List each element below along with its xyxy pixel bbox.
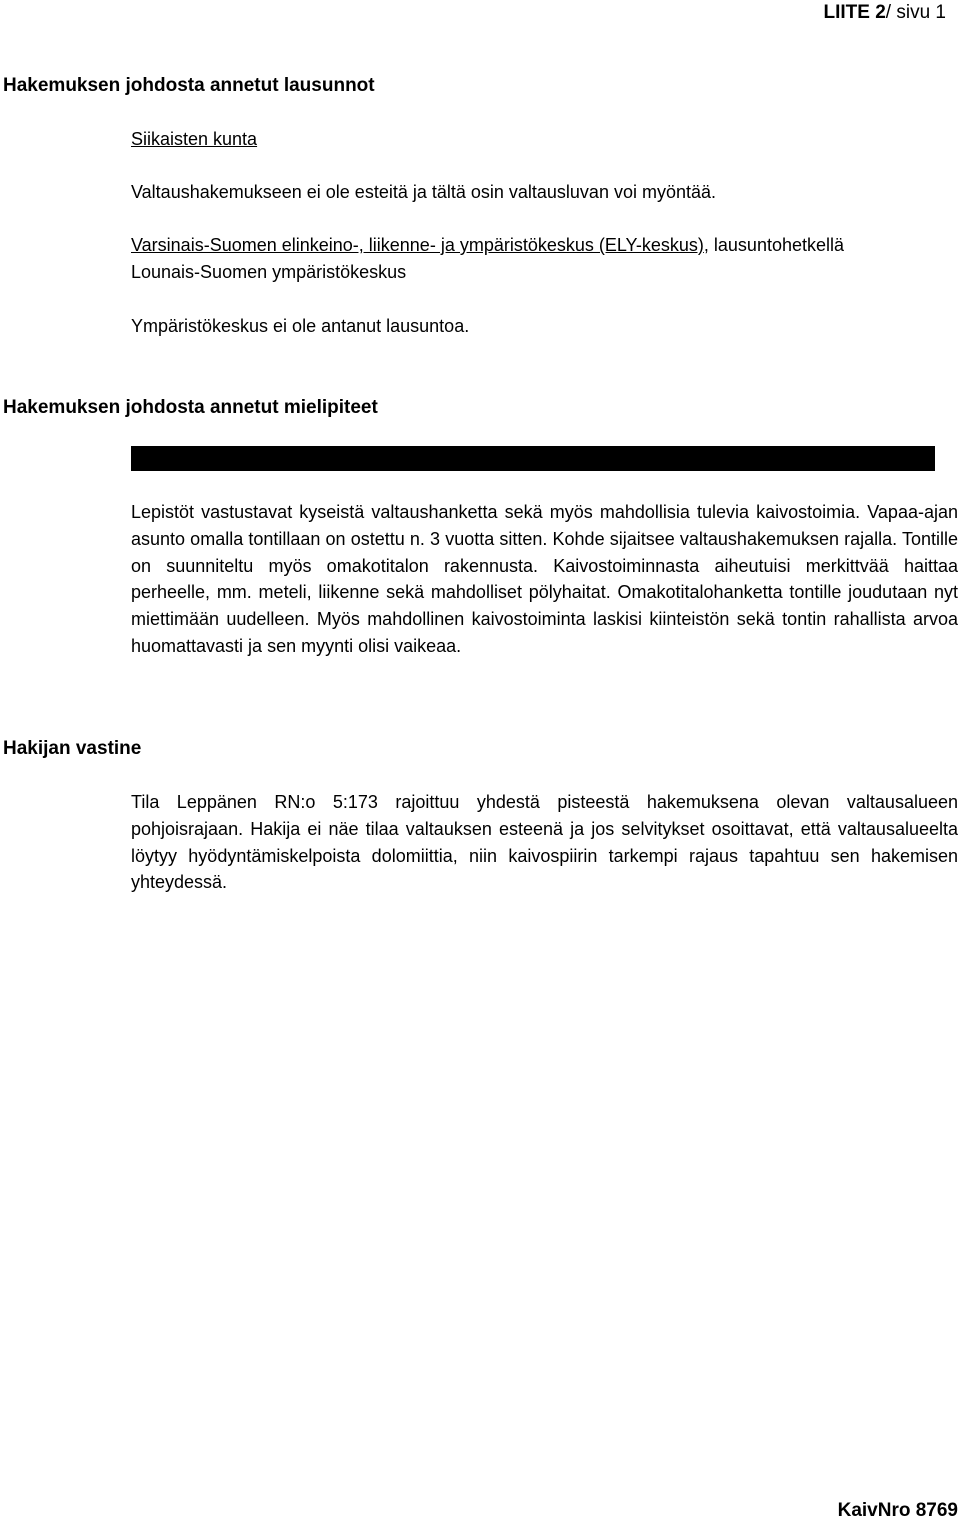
opinions-heading: Hakemuksen johdosta annetut mielipiteet <box>3 397 378 418</box>
ely-name-suffix: , lausuntohetkellä <box>703 235 845 255</box>
response-paragraph: Tila Leppänen RN:o 5:173 rajoittuu yhdestä pisteestä hakemuksena olevan valtausalueen pohjoisrajaan. Hakija ei näe tilaa valtauksen esteenä ja jos selvitykset osoittavat, että valtausalueelta löytyy hyödyntämiskelpoista dolomiittia, niin kaivospiirin tarkempi rajaus tapahtuu sen hakemisen yhteydessä. <box>131 792 958 893</box>
page-number-label: / sivu 1 <box>885 2 946 23</box>
ely-name: Varsinais-Suomen elinkeino-, liikenne- ja ympäristökeskus (ELY-keskus) <box>131 235 704 255</box>
municipality-name: Siikaisten kunta <box>131 129 258 149</box>
attachment-label: LIITE 2 <box>823 2 886 23</box>
document-number: KaivNro 8769 <box>837 1500 958 1521</box>
redaction-bar <box>131 446 935 471</box>
statements-heading: Hakemuksen johdosta annetut lausunnot <box>3 75 375 96</box>
page-label <box>824 0 947 26</box>
ely-statement: Ympäristökeskus ei ole antanut lausuntoa. <box>131 316 470 336</box>
response-heading: Hakijan vastine <box>3 738 142 759</box>
ely-name-line1 <box>131 232 844 259</box>
opinion-paragraph: Lepistöt vastustavat kyseistä valtaushanketta sekä myös mahdollisia tulevia kaivostoimia. Vapaa-ajan asunto omalla tontillaan on ostettu n. 3 vuotta sitten. Kohde sijaitsee valtaushakemuksen rajalla. Tontille on suunniteltu myös omakotitalon rakennusta. Kaivostoiminnasta aiheutuisi merkittvää haittaa perheelle, mm. meteli, liikenne sekä mahdolliset pölyhaitat. Omakotitalohanketta tontille joudutaan nyt miettimään uudelleen. Myös mahdollinen kaivostoiminta laskisi kiinteistön sekä tontin rahallista arvoa huomattavasti ja sen myynti olisi vaikeaa. <box>131 502 958 656</box>
ely-name-line2: Lounais-Suomen ympäristökeskus <box>131 262 407 282</box>
municipality-statement: Valtaushakemukseen ei ole esteitä ja tältä osin valtausluvan voi myöntää. <box>131 182 717 202</box>
